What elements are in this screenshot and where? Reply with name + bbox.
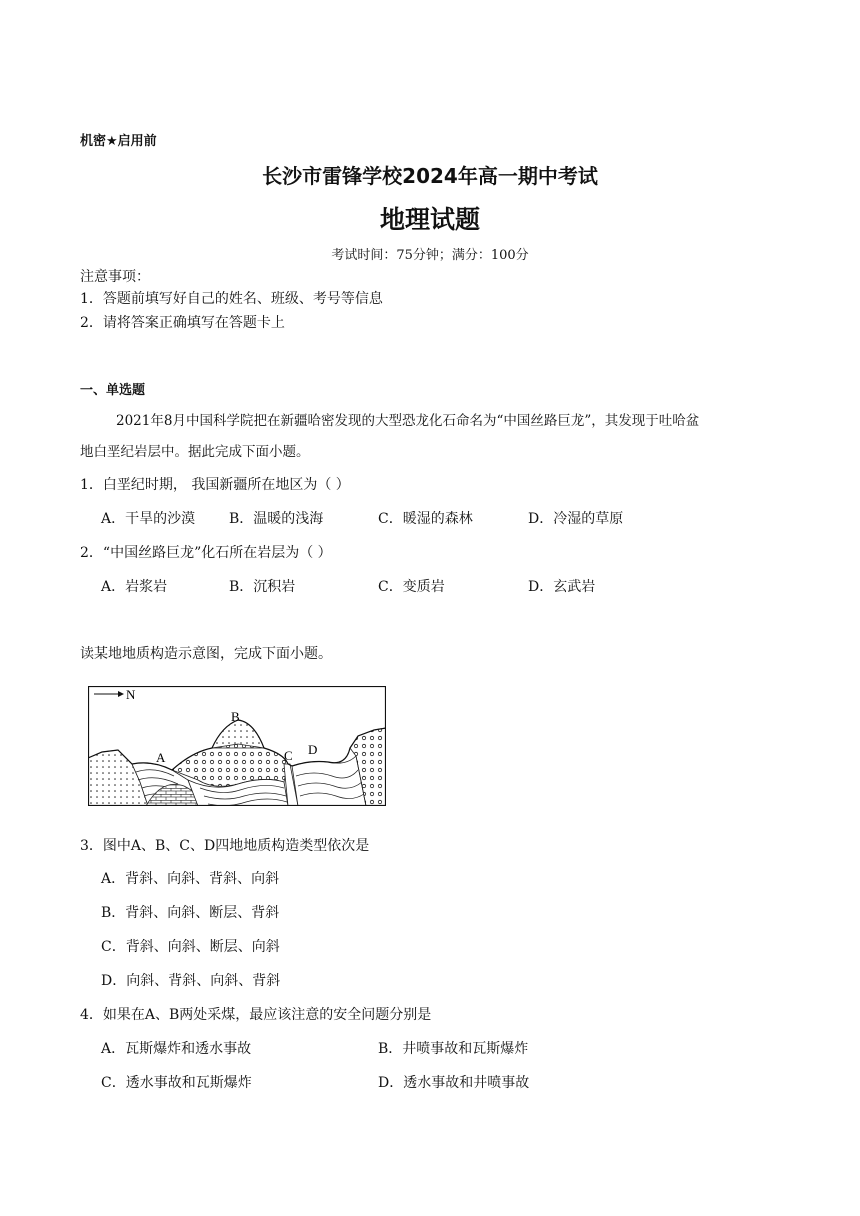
question-stem: 1．白垩纪时期， 我国新疆所在地区为（ ）: [80, 477, 350, 493]
option-c: C．透水事故和瓦斯爆炸: [101, 1075, 252, 1091]
option-a: A．瓦斯爆炸和透水事故: [101, 1041, 252, 1057]
notice-item: 1．答题前填写好自己的姓名、班级、考号等信息: [80, 291, 383, 307]
geologic-structure-diagram: [88, 686, 386, 806]
option-c: C．暖湿的森林: [378, 511, 473, 527]
passage-line: 2021年8月中国科学院把在新疆哈密发现的大型恐龙化石命名为“中国丝路巨龙”，其发现于吐哈盆: [116, 413, 700, 429]
north-label: N: [126, 687, 136, 702]
option-c: C．变质岩: [378, 579, 445, 595]
label-a: A: [156, 750, 166, 765]
question-stem: 2．“中国丝路巨龙”化石所在岩层为（ ）: [80, 545, 332, 561]
question-stem: 4．如果在A、B两处采煤，最应该注意的安全问题分别是: [80, 1007, 432, 1023]
passage-line: 地白垩纪岩层中。据此完成下面小题。: [80, 444, 310, 460]
option-b: B．沉积岩: [229, 579, 296, 595]
option-a: A．干旱的沙漠: [101, 511, 196, 527]
option-b: B．背斜、向斜、断层、背斜: [101, 905, 280, 921]
option-a: A．背斜、向斜、背斜、向斜: [101, 871, 280, 887]
option-b: B．温暖的浅海: [229, 511, 324, 527]
option-d: D．冷湿的草原: [528, 511, 624, 527]
arrowhead-icon: [118, 691, 124, 697]
option-c: C．背斜、向斜、断层、向斜: [101, 939, 280, 955]
subject-title: 地理试题: [379, 205, 480, 234]
label-c: C: [284, 748, 293, 763]
notice-item: 2．请将答案正确填写在答题卡上: [80, 315, 285, 331]
school-exam-title: 长沙市雷锋学校2024年高一期中考试: [262, 164, 598, 188]
exam-info: 考试时间：75分钟；满分：100分: [331, 248, 529, 263]
figure-intro: 读某地地质构造示意图，完成下面小题。: [80, 646, 332, 662]
option-d: D．玄武岩: [528, 579, 596, 595]
option-d: D．向斜、背斜、向斜、背斜: [101, 973, 281, 989]
label-d: D: [308, 742, 318, 757]
notice-heading: 注意事项：: [80, 269, 150, 285]
option-b: B．井喷事故和瓦斯爆炸: [378, 1041, 529, 1057]
label-b: B: [231, 709, 240, 724]
question-stem: 3．图中A、B、C、D四地地质构造类型依次是: [80, 838, 370, 854]
confidential-label: 机密★启用前: [80, 134, 157, 149]
option-d: D．透水事故和井喷事故: [378, 1075, 530, 1091]
section-heading: 一、单选题: [80, 383, 146, 398]
option-a: A．岩浆岩: [101, 579, 168, 595]
